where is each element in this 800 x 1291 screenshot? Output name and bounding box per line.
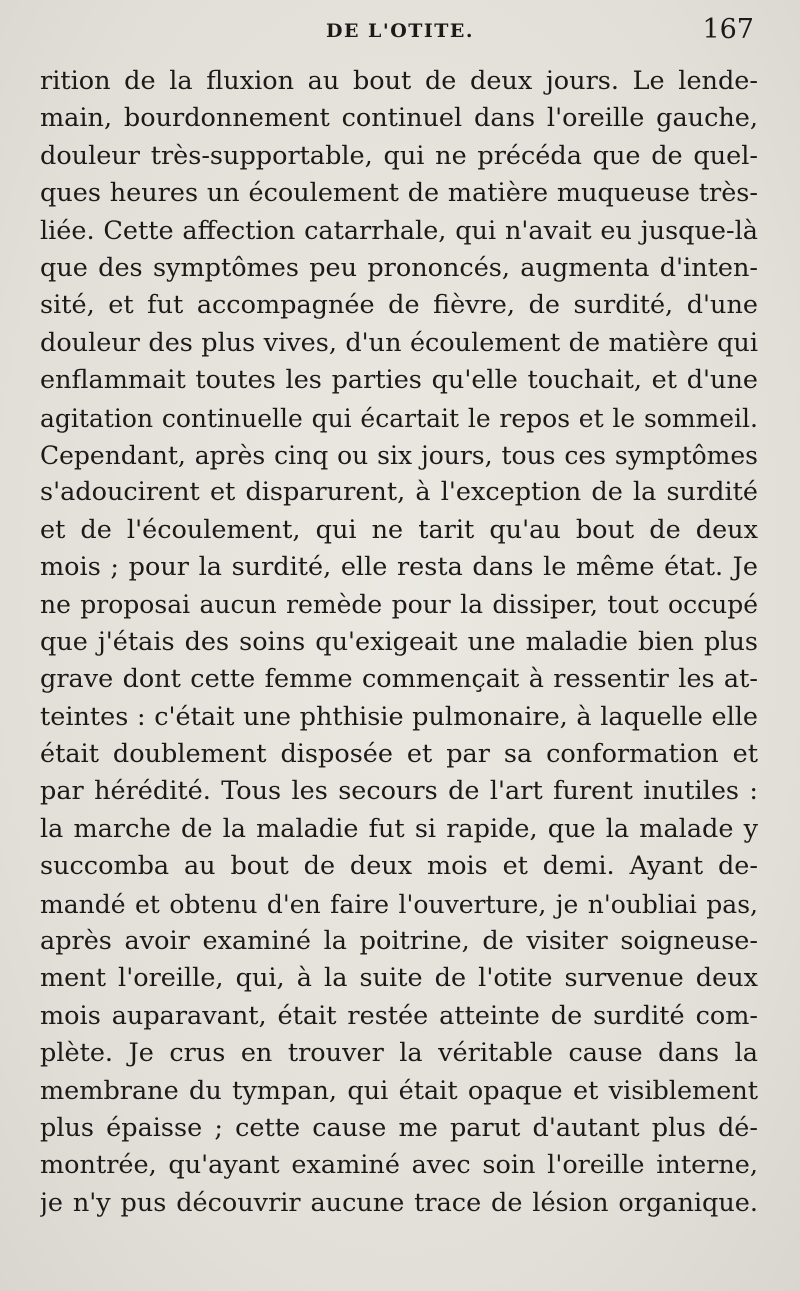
text-line: enflammait toutes les parties qu'elle touchait, et d'une xyxy=(40,365,758,396)
text-line: ment l'oreille, qui, à la suite de l'otite survenue deux xyxy=(40,963,758,994)
text-line: mandé et obtenu d'en faire l'ouverture, je n'oubliai pas, xyxy=(40,889,758,919)
text-line: la marche de la maladie fut si rapide, que la malade y xyxy=(40,813,758,844)
text-line: s'adoucirent et disparurent, à l'exception de la surdité xyxy=(40,477,758,508)
running-head: DE L'OTITE. xyxy=(325,20,475,42)
text-line: teintes : c'était une phthisie pulmonaire, à laquelle elle xyxy=(40,701,758,732)
text-line: agitation continuelle qui écartait le repos et le sommeil. xyxy=(40,403,758,433)
text-line: mois auparavant, était restée atteinte de surdité com- xyxy=(40,1000,758,1031)
text-line: que j'étais des soins qu'exigeait une maladie bien plus xyxy=(40,626,758,657)
text-line: montrée, qu'ayant examiné avec soin l'oreille interne, xyxy=(40,1150,758,1181)
page-header xyxy=(40,12,760,52)
text-line: je n'y pus découvrir aucune trace de lésion organique. xyxy=(40,1187,758,1218)
page-number: 167 xyxy=(702,14,754,45)
text-line: grave dont cette femme commençait à ressentir les at- xyxy=(40,664,758,695)
text-line: était doublement disposée et par sa conformation et xyxy=(40,739,758,770)
text-line: ne proposai aucun remède pour la dissiper, tout occupé xyxy=(40,590,758,620)
text-line: main, bourdonnement continuel dans l'oreille gauche, xyxy=(40,103,758,134)
text-line: douleur très-supportable, qui ne précéda que de quel- xyxy=(40,140,758,171)
text-line: et de l'écoulement, qui ne tarit qu'au bout de deux xyxy=(40,514,758,545)
text-line: succomba au bout de deux mois et demi. Ayant de- xyxy=(40,851,758,882)
text-line: membrane du tympan, qui était opaque et visiblement xyxy=(40,1075,758,1106)
body-text xyxy=(40,63,758,1222)
text-line: plus épaisse ; cette cause me parut d'autant plus dé- xyxy=(40,1112,758,1143)
text-line: rition de la fluxion au bout de deux jours. Le lende- xyxy=(40,66,758,96)
text-line: Cependant, après cinq ou six jours, tous ces symptômes xyxy=(40,440,758,470)
text-line: après avoir examiné la poitrine, de visiter soigneuse- xyxy=(40,925,758,956)
text-line: plète. Je crus en trouver la véritable cause dans la xyxy=(40,1038,758,1069)
text-line: liée. Cette affection catarrhale, qui n'avait eu jusque-là xyxy=(40,215,758,246)
text-line: douleur des plus vives, d'un écoulement de matière qui xyxy=(40,327,758,358)
text-line: par hérédité. Tous les secours de l'art furent inutiles : xyxy=(40,776,758,807)
text-line: que des symptômes peu prononcés, augmenta d'inten- xyxy=(40,252,758,283)
text-line: ques heures un écoulement de matière muqueuse très- xyxy=(40,178,758,209)
text-line: mois ; pour la surdité, elle resta dans le même état. Je xyxy=(40,552,758,583)
text-line: sité, et fut accompagnée de fièvre, de surdité, d'une xyxy=(40,290,758,321)
